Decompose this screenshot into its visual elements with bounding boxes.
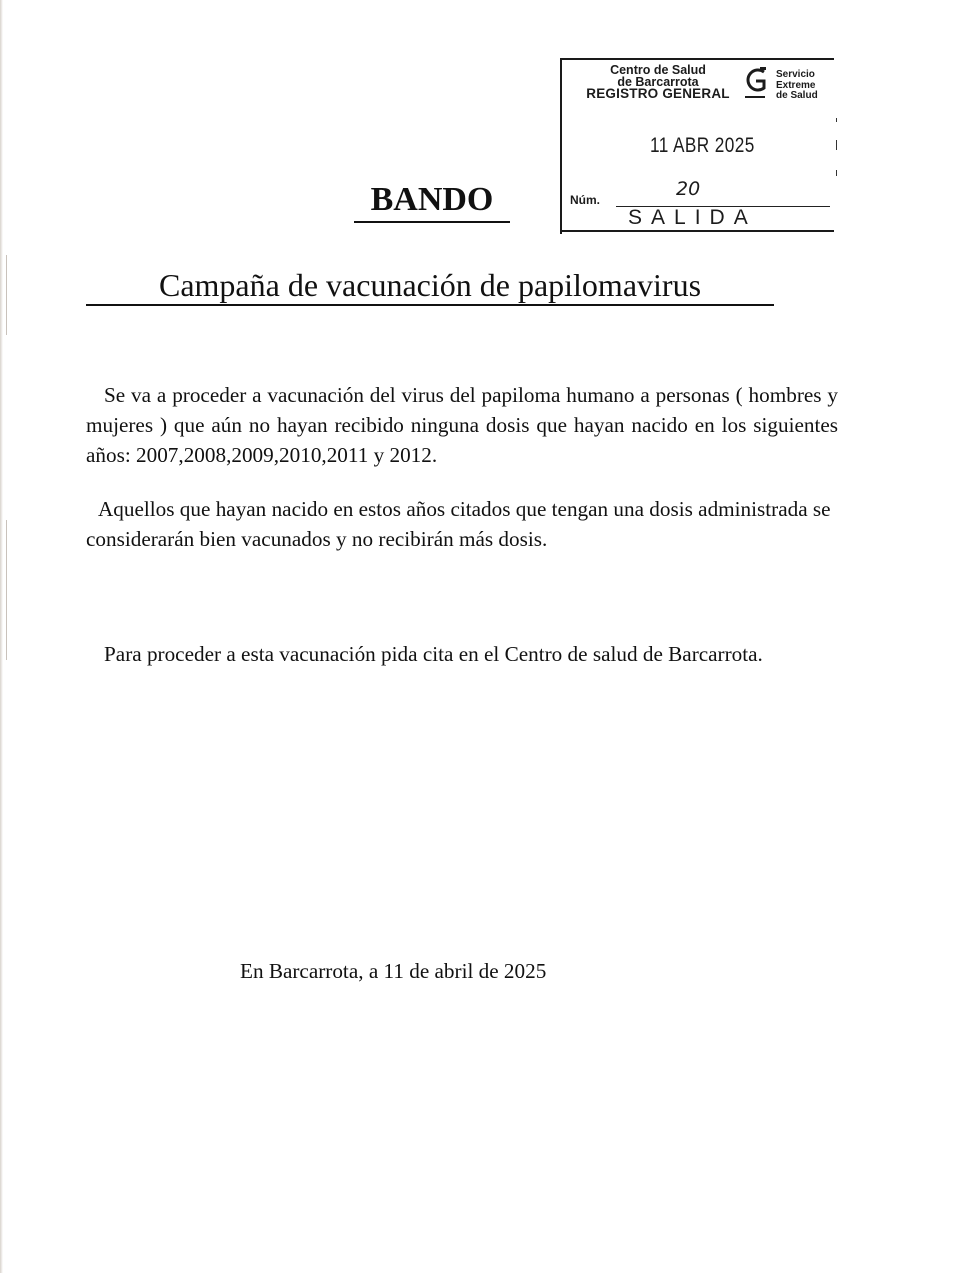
paragraph-appointment: Para proceder a esta vacunación pida cita en el Centro de salud de Barcarrota. — [104, 642, 763, 666]
paragraph-vaccination-info: Se va a proceder a vacunación del virus del papiloma humano a personas ( hombres y mujeres ) que aún no hayan recibido ninguna dosis que hayan nacido en los siguientes años: 2007,2008,2009,2010,2011 y 2012. — [86, 383, 838, 467]
stamp-bottom-border — [562, 230, 834, 232]
stamp-organization — [568, 64, 748, 100]
stamp-service-line1: Servicio — [776, 69, 815, 80]
stamp-date: 11 ABR 2025 — [650, 134, 755, 157]
stamp-number-value: 20 — [676, 178, 701, 200]
document-subtitle: Campaña de vacunación de papilomavirus — [86, 266, 774, 306]
stamp-service-line3: de Salud — [776, 90, 818, 101]
stamp-type: SALIDA — [628, 206, 757, 229]
stamp-service-line2: Extreme — [776, 79, 816, 91]
stamp-right-marks — [836, 118, 838, 178]
page-edge — [0, 0, 3, 1273]
stamp-service-name — [776, 70, 836, 102]
scan-mark — [6, 255, 7, 335]
scan-mark — [6, 520, 7, 660]
stamp-org-line2: de Barcarrota — [617, 75, 699, 89]
stamp-org-line3: REGISTRO GENERAL — [586, 86, 730, 101]
registry-stamp — [560, 58, 834, 234]
paragraph-already-vaccinated: Aquellos que hayan nacido en estos años citados que tengan una dosis administrada se considerarán bien vacunados y no recibirán más dosis. — [86, 497, 831, 551]
stamp-number-label: Núm. — [570, 193, 600, 207]
document-title: BANDO — [354, 180, 510, 223]
place-and-date: En Barcarrota, a 11 de abril de 2025 — [240, 959, 547, 983]
health-service-logo-icon — [742, 66, 770, 102]
stamp-org-line1: Centro de Salud — [610, 63, 706, 77]
